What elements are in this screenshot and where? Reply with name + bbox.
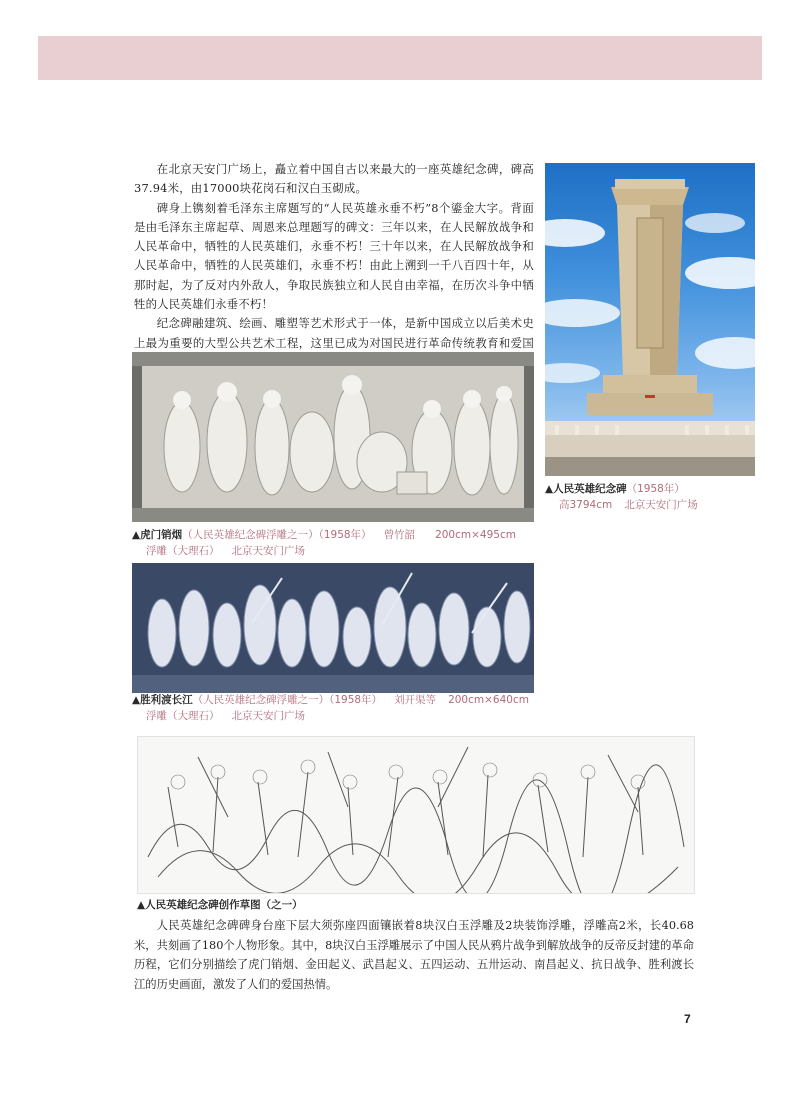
caption-size: 高3794cm <box>559 499 613 511</box>
bottom-text <box>134 916 694 994</box>
caption-title: 胜利渡长江 <box>140 694 193 706</box>
caption-title: 人民英雄纪念碑创作草图（之一） <box>145 899 303 911</box>
intro-text <box>134 160 534 372</box>
caption-marker: ▲ <box>545 483 554 495</box>
caption-size: 200cm×495cm <box>435 529 516 541</box>
relief-yangtze-illustration <box>132 563 534 693</box>
caption-place: 北京天安门广场 <box>231 710 305 722</box>
header-banner <box>38 36 762 80</box>
sketch-drawing <box>137 736 695 894</box>
caption-title: 人民英雄纪念碑 <box>553 483 627 495</box>
intro-paragraph-3: 纪念碑融建筑、绘画、雕塑等艺术形式于一体，是新中国成立以后美术史上最为重要的大型公共艺术工程，这里已成为对国民进行革命传统教育和爱国 <box>134 316 534 350</box>
caption-year: （1958年） <box>626 483 685 495</box>
caption-note: （人民英雄纪念碑浮雕之一）（1958年） <box>182 529 372 541</box>
sketch-caption <box>137 897 303 913</box>
caption-material: 浮雕（大理石） <box>146 710 220 722</box>
caption-title: 虎门销烟 <box>140 529 183 541</box>
caption-place: 北京天安门广场 <box>624 499 698 511</box>
monument-photo <box>545 163 755 476</box>
caption-marker: ▲ <box>132 529 141 541</box>
caption-marker: ▲ <box>132 694 141 706</box>
caption-artist: 曾竹韶 <box>383 529 416 541</box>
relief-yangtze-photo <box>132 563 534 693</box>
intro-paragraph-2: 碑身上镌刻着毛泽东主席题写的“人民英雄永垂不朽”8个鎏金大字。背面是由毛泽东主席起草、周恩来总理题写的碑文：三年以来，在人民解放战争和人民革命中，牺牲的人民英雄们，永垂不朽！三十年以来，在人民解放战争和人民革命中，牺牲的人民英雄们，永垂不朽！由此上溯到一千八百四十年，从那时起，为了反对内外敌人，争取民族独立和人民自由幸福，在历次斗争中牺牲的人民英雄们永垂不朽！ <box>134 200 534 312</box>
monument-illustration <box>545 163 755 476</box>
relief-yangtze-caption <box>132 692 529 724</box>
page-number: 7 <box>684 1012 691 1026</box>
sketch-illustration <box>138 737 694 893</box>
intro-paragraph-1: 在北京天安门广场上，矗立着中国自古以来最大的一座英雄纪念碑，碑高37.94米，由17000块花岗石和汉白玉砌成。 <box>134 162 534 196</box>
relief-humen-illustration <box>132 352 534 522</box>
relief-humen-photo <box>132 352 534 522</box>
caption-marker: ▲ <box>137 899 146 911</box>
caption-size: 200cm×640cm <box>448 694 529 706</box>
caption-place: 北京天安门广场 <box>231 545 305 557</box>
caption-material: 浮雕（大理石） <box>146 545 220 557</box>
relief-humen-caption <box>132 527 516 559</box>
caption-artist: 刘开渠等 <box>394 694 437 706</box>
monument-caption <box>545 481 698 513</box>
caption-note: （人民英雄纪念碑浮雕之一）（1958年） <box>192 694 383 706</box>
bottom-paragraph: 人民英雄纪念碑碑身台座下层大须弥座四面镶嵌着8块汉白玉浮雕及2块装饰浮雕，浮雕高2米，长40.68米，共刻画了180个人物形象。其中，8块汉白玉浮雕展示了中国人民从鸦片战争到解放战争的反帝反封建的革命历程，它们分别描绘了虎门销烟、金田起义、武昌起义、五四运动、五卅运动、南昌起义、抗日战争、胜利渡长江的历史画面，激发了人们的爱国热情。 <box>134 919 694 991</box>
